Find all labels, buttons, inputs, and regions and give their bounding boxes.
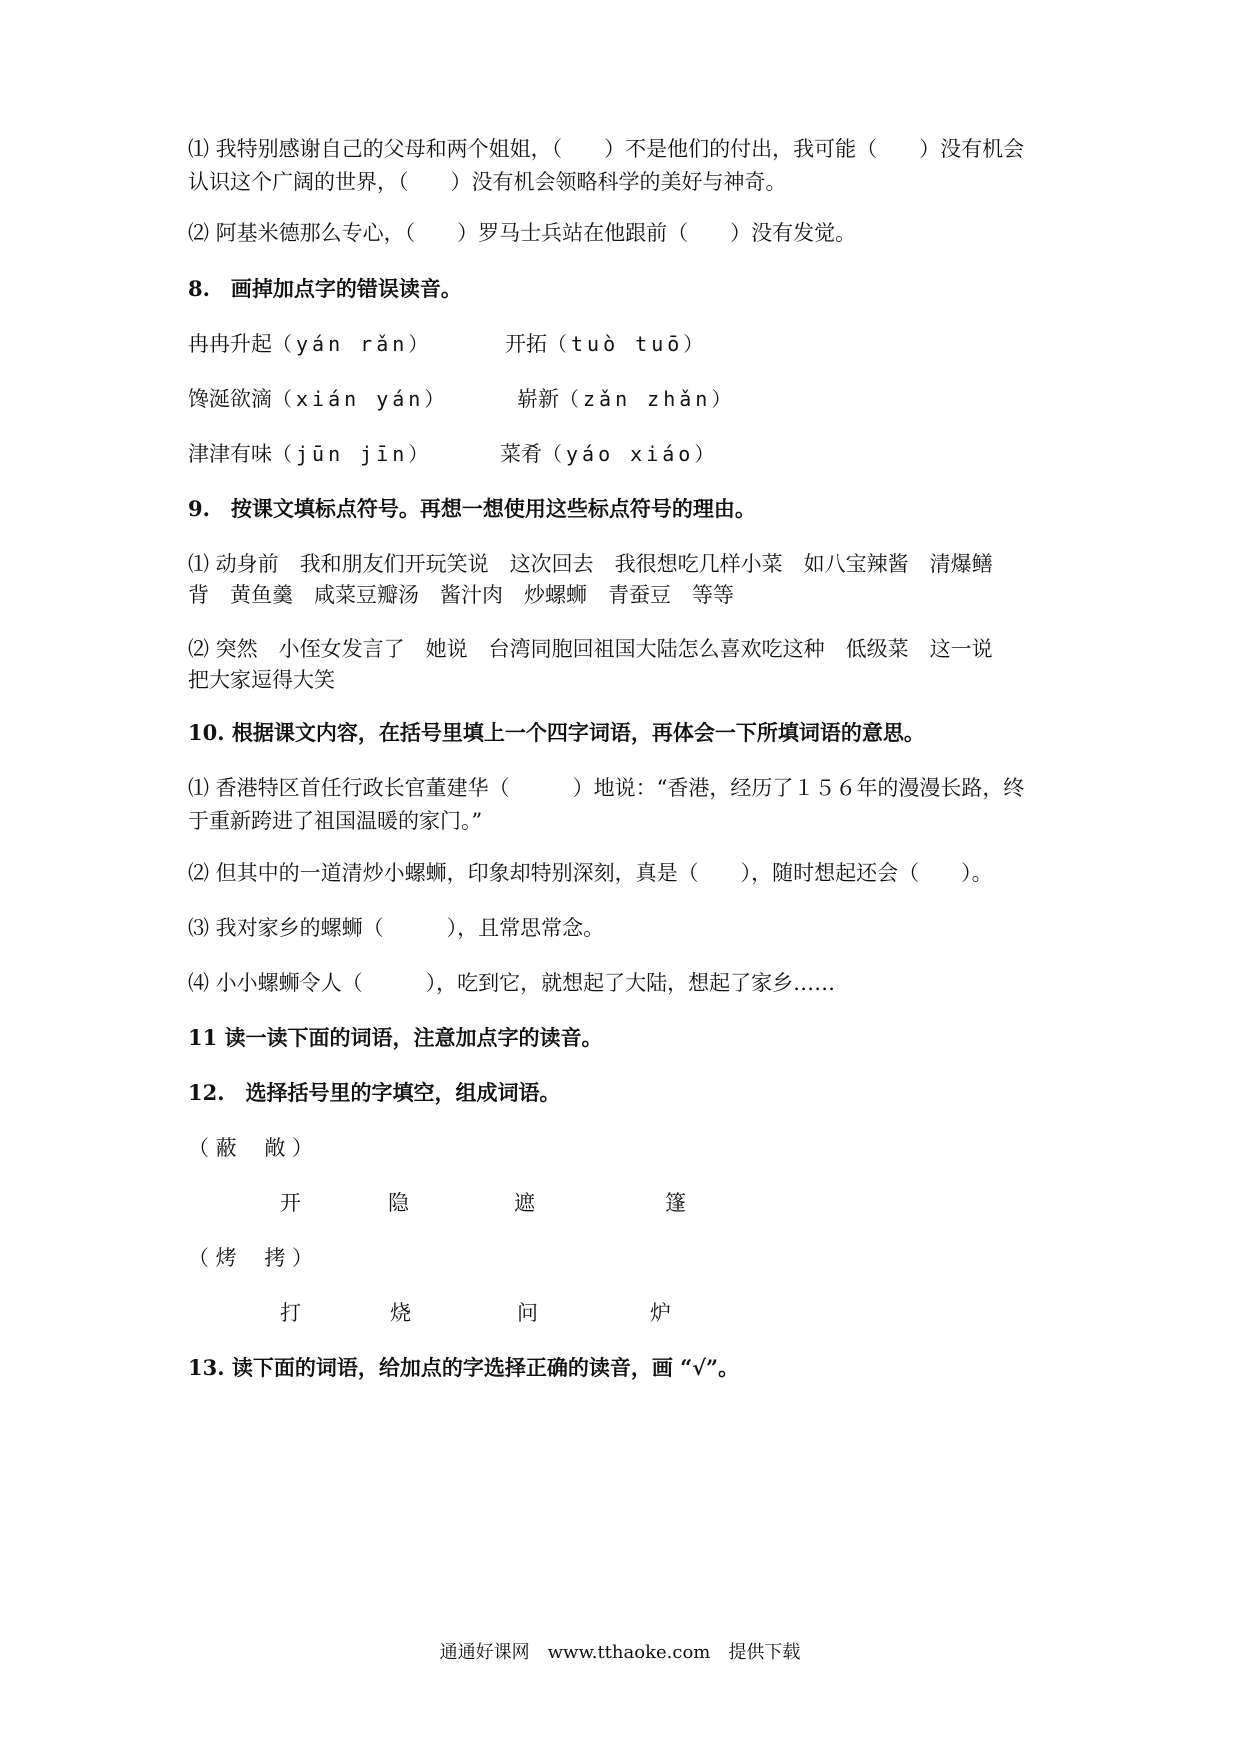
q8-word: 馋涎欲滴 xyxy=(188,387,272,411)
q12-group1-words xyxy=(0,1188,1240,1218)
q12-word: 遮 xyxy=(514,1191,535,1215)
q9-item2-line1: ⑵ 突然 小侄女发言了 她说 台湾同胞回祖国大陆怎么喜欢吃这种 低级菜 这一说 xyxy=(188,637,993,661)
q12-word: 开 xyxy=(280,1191,301,1215)
q10-item1-line1: ⑴ 香港特区首任行政长官董建华（ ）地说：“香港，经历了１５６年的漫漫长路，终 xyxy=(188,776,1025,800)
q12-group2-words xyxy=(0,1298,1240,1328)
q8-pinyin: （yáo xiáo） xyxy=(542,442,719,466)
q10-item4: ⑷ 小小螺蛳令人（ ），吃到它，就想起了大陆，想起了家乡…… xyxy=(188,971,836,995)
q12-word: 篷 xyxy=(665,1191,686,1215)
q8-title: 8. 画掉加点字的错误读音。 xyxy=(188,276,462,301)
q8-row-3b xyxy=(500,439,718,469)
q12-group2-label: （ 烤 拷 ） xyxy=(188,1246,314,1270)
q9-item2-line2: 把大家逗得大笑 xyxy=(188,668,335,692)
q13-title: 13. 读下面的词语，给加点的字选择正确的读音，画 “√”。 xyxy=(188,1355,740,1380)
q7-item1-line1: ⑴ 我特别感谢自己的父母和两个姐姐，（ ）不是他们的付出，我可能（ ）没有机会 xyxy=(188,137,1025,161)
q10-item3: ⑶ 我对家乡的螺蛳（ ），且常思常念。 xyxy=(188,916,605,940)
q8-word: 崭新 xyxy=(517,387,559,411)
q8-word: 开拓 xyxy=(505,332,547,356)
q11-title: 11 读一读下面的词语，注意加点字的读音。 xyxy=(188,1025,603,1050)
q12-word: 隐 xyxy=(388,1191,409,1215)
q10-item2: ⑵ 但其中的一道清炒小螺蛳，印象却特别深刻，真是（ ），随时想起还会（ ）。 xyxy=(188,861,993,885)
q10-title: 10. 根据课文内容，在括号里填上一个四字词语，再体会一下所填词语的意思。 xyxy=(188,720,925,745)
q9-title: 9. 按课文填标点符号。再想一想使用这些标点符号的理由。 xyxy=(188,496,756,521)
q8-row-2 xyxy=(188,384,448,414)
q7-item1-line2: 认识这个广阔的世界，（ ）没有机会领略科学的美好与神奇。 xyxy=(188,170,787,194)
q10-item1-line2: 于重新跨进了祖国温暖的家门。” xyxy=(188,809,483,833)
q12-word: 炉 xyxy=(650,1301,671,1325)
q8-pinyin: （zǎn zhǎn） xyxy=(559,387,736,411)
q7-item2: ⑵ 阿基米德那么专心，（ ）罗马士兵站在他跟前（ ）没有发觉。 xyxy=(188,221,857,245)
q8-row-2b xyxy=(517,384,735,414)
page-footer: 通通好课网 www.tthaoke.com 提供下载 xyxy=(439,1642,801,1663)
q8-row-1b xyxy=(505,329,707,359)
q8-word: 菜肴 xyxy=(500,442,542,466)
q8-row-1 xyxy=(188,329,432,359)
q9-item1-line2: 背 黄鱼羹 咸菜豆瓣汤 酱汁肉 炒螺蛳 青蚕豆 等等 xyxy=(188,583,734,607)
q8-pinyin: （jūn jīn） xyxy=(272,442,433,466)
q8-word: 冉冉升起 xyxy=(188,332,272,356)
q8-pinyin: （xián yán） xyxy=(272,387,449,411)
q9-item1-line1: ⑴ 动身前 我和朋友们开玩笑说 这次回去 我很想吃几样小菜 如八宝辣酱 清爆鳝 xyxy=(188,552,993,576)
q8-row-3 xyxy=(188,439,432,469)
q12-title: 12. 选择括号里的字填空，组成词语。 xyxy=(188,1080,561,1105)
q12-word: 打 xyxy=(280,1301,301,1325)
q8-pinyin: （yán rǎn） xyxy=(272,332,433,356)
q8-pinyin: （tuò tuō） xyxy=(547,332,708,356)
q12-word: 问 xyxy=(517,1301,538,1325)
q12-word: 烧 xyxy=(390,1301,411,1325)
q8-word: 津津有味 xyxy=(188,442,272,466)
q12-group1-label: （ 蔽 敞 ） xyxy=(188,1136,314,1160)
